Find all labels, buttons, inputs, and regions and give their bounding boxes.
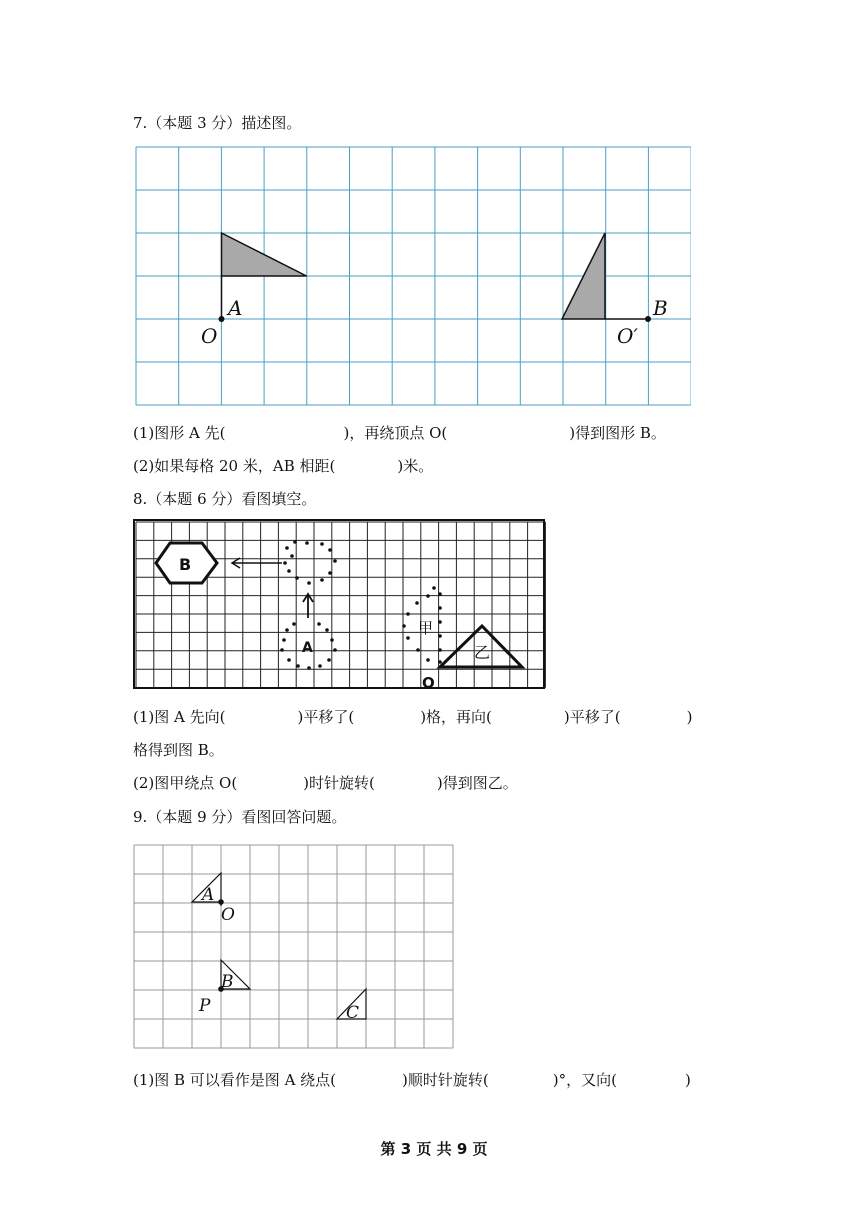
q9-label-b: B <box>221 972 234 992</box>
q7-label-b: B <box>653 296 668 320</box>
q8-label-a: A <box>302 640 313 656</box>
q7-grid-figure <box>135 145 691 407</box>
q8-label-b: B <box>179 555 192 574</box>
q9-question-1 <box>133 1069 691 1090</box>
q9-q1-text-a: (1)图 B 可以看作是图 A 绕点( <box>133 1071 337 1089</box>
q8-q2-text-a: (2)图甲绕点 O( <box>133 774 238 792</box>
page-number: 第 3 页 共 9 页 <box>380 1140 488 1158</box>
q8-q1-text-c: )格，再向( <box>420 708 492 726</box>
q9-q1-text-d: ) <box>684 1071 691 1089</box>
q7-label-o-prime: O′ <box>617 324 638 348</box>
q8-q1-text-b: )平移了( <box>297 708 355 726</box>
q8-question-1 <box>133 706 692 727</box>
q8-label-jia: 甲 <box>418 619 434 637</box>
q8-grid-figure <box>132 518 546 692</box>
q7-q2-text-b: )米。 <box>397 457 434 475</box>
q7-q1-text-a: (1)图形 A 先( <box>133 424 226 442</box>
q9-title: 9.（本题 9 分）看图回答问题。 <box>133 808 347 826</box>
q7-point-b <box>645 316 651 322</box>
q7-q2-text-a: (2)如果每格 20 米，AB 相距( <box>133 457 336 475</box>
q8-title: 8.（本题 6 分）看图填空。 <box>133 490 317 508</box>
q8-label-o: O <box>422 674 435 692</box>
q7-question-1 <box>133 422 666 443</box>
q8-q2-text-c: )得到图乙。 <box>436 774 518 792</box>
q7-q1-text-c: )得到图形 B。 <box>569 424 666 442</box>
q7-point-o <box>219 316 225 322</box>
q8-q1-text-a: (1)图 A 先向( <box>133 708 226 726</box>
q8-question-1-cont: 格得到图 B。 <box>133 741 224 759</box>
q9-label-c: C <box>346 1003 360 1023</box>
q8-label-yi: 乙 <box>474 643 491 662</box>
q8-q1-text-e: ) <box>686 708 693 726</box>
q8-question-2 <box>133 772 518 793</box>
q8-dotted-shape-top <box>283 540 337 585</box>
q9-q1-text-b: )顺时针旋转( <box>402 1071 489 1089</box>
q7-title: 7.（本题 3 分）描述图。 <box>133 114 302 132</box>
q8-q2-text-b: )时针旋转( <box>303 774 375 792</box>
q7-label-a: A <box>228 296 243 320</box>
q9-grid-figure <box>132 843 456 1051</box>
q9-label-a: A <box>202 885 215 905</box>
q9-q1-text-c: )°，又向( <box>552 1071 617 1089</box>
q9-label-p: P <box>199 996 211 1016</box>
q7-question-2 <box>133 455 433 476</box>
q9-point-o <box>218 899 224 905</box>
q9-label-o: O <box>221 905 235 925</box>
q8-q1-text-d: )平移了( <box>563 708 621 726</box>
q7-q1-text-b: )，再绕顶点 O( <box>343 424 448 442</box>
q7-label-o: O <box>201 324 218 348</box>
